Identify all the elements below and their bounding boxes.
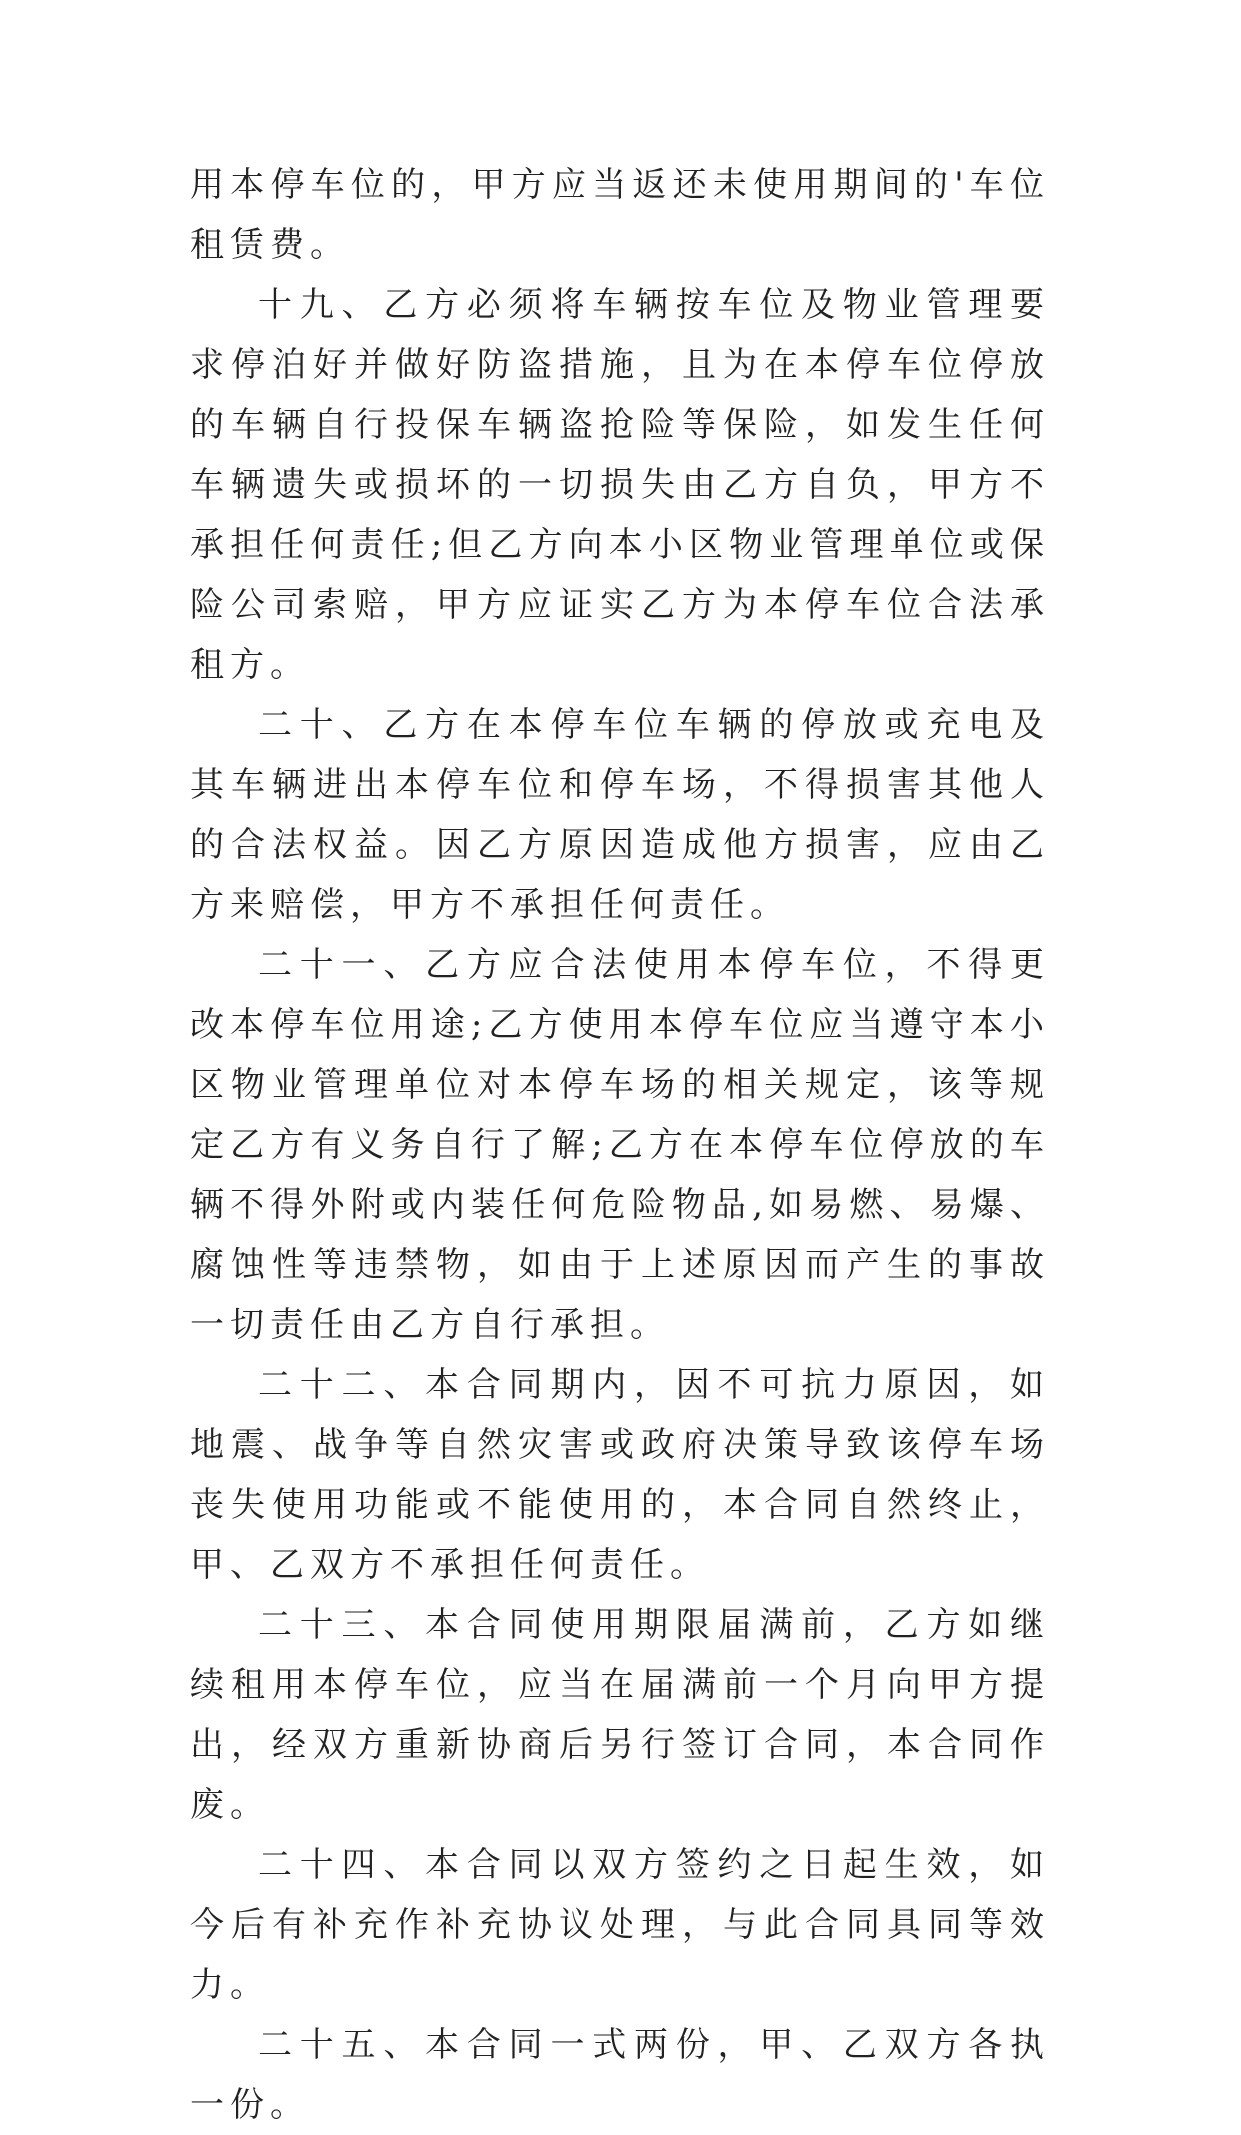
clause-19: 十九、乙方必须将车辆按车位及物业管理要求停泊好并做好防盗措施，且为在本停车位停放的车辆自行投保车辆盗抢险等保险，如发生任何车辆遗失或损坏的一切损失由乙方自负，甲方不承担任何责任;但乙方向本小区物业管理单位或保险公司索赔，甲方应证实乙方为本停车位合法承租方。 [190, 285, 1050, 685]
paragraph-continuation: 用本停车位的，甲方应当返还未使用期间的'车位租赁费。 [190, 165, 1050, 265]
clause-25: 二十五、本合同一式两份，甲、乙双方各执一份。 [190, 2025, 1050, 2125]
clause-22: 二十二、本合同期内，因不可抗力原因，如地震、战争等自然灾害或政府决策导致该停车场丧失使用功能或不能使用的，本合同自然终止，甲、乙双方不承担任何责任。 [190, 1365, 1050, 1585]
clause-20: 二十、乙方在本停车位车辆的停放或充电及其车辆进出本停车位和停车场，不得损害其他人的合法权益。因乙方原因造成他方损害，应由乙方来赔偿，甲方不承担任何责任。 [190, 705, 1050, 925]
clause-21: 二十一、乙方应合法使用本停车位，不得更改本停车位用途;乙方使用本停车位应当遵守本小区物业管理单位对本停车场的相关规定，该等规定乙方有义务自行了解;乙方在本停车位停放的车辆不得外附或内装任何危险物品,如易燃、易爆、腐蚀性等违禁物，如由于上述原因而产生的事故一切责任由乙方自行承担。 [190, 945, 1050, 1345]
clause-24: 二十四、本合同以双方签约之日起生效，如今后有补充作补充协议处理，与此合同具同等效力。 [190, 1845, 1050, 2005]
contract-body [190, 155, 1050, 2135]
clause-23: 二十三、本合同使用期限届满前，乙方如继续租用本停车位，应当在届满前一个月向甲方提出，经双方重新协商后另行签订合同，本合同作废。 [190, 1605, 1050, 1825]
